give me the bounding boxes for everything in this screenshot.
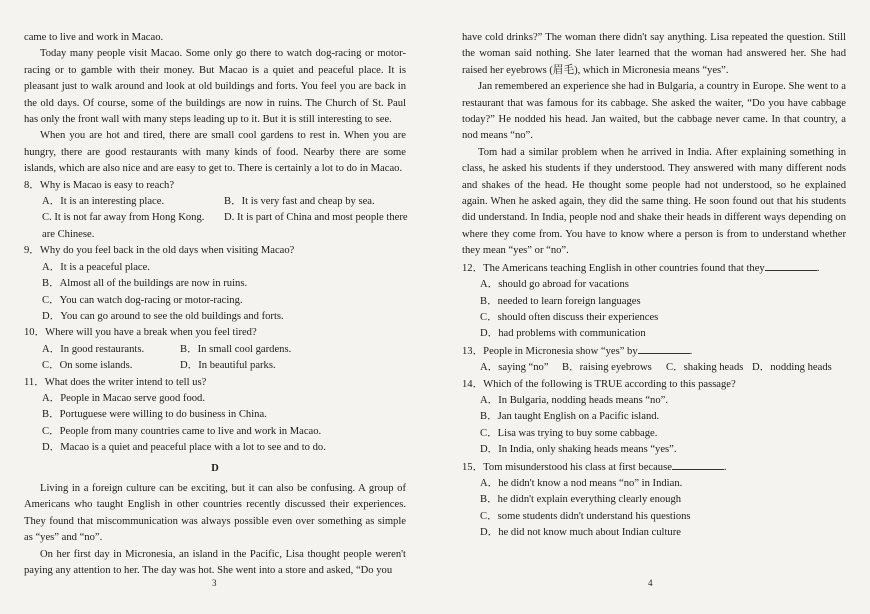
question-11-option-a[interactable]: A．People in Macao serve good food.	[42, 392, 205, 404]
question-11-option-b[interactable]: B．Portuguese were willing to do business in China.	[42, 409, 267, 421]
culture-para-1: Living in a foreign culture can be exciting, but it can also be confusing. A group of Americans who taught English in other countries recently discussed their experiences. They found that miscommunication was always possible even over something as simple as “yes” and “no”.	[24, 482, 406, 544]
left-page	[24, 30, 406, 579]
culture-para-5: Tom had a similar problem when he arrived in India. After explaining something in class, he asked his students if they understood. They answered with many different nods and shakes of the head. He thought some people had not understood, so he explained again. When he asked again, they did the same thing. He soon found out that his students did understand. In India, people nod and shake their heads in different ways depending on where they come from. You have to know where a person is from to understand whether they mean “yes” or “no”.	[462, 146, 846, 257]
question-13-option-b[interactable]: B．raising eyebrows	[562, 362, 652, 374]
question-8-option-d[interactable]: D. It is part of China and most people there	[224, 212, 408, 224]
question-11-option-c[interactable]: C．People from many countries came to live and work in Macao.	[42, 425, 322, 437]
culture-para-3: have cold drinks?” The woman there didn't say anything. Lisa repeated the question. Still the woman said nothing. She later learned that the woman had answered her. She had raised her eyebrows (眉毛), which in Micronesia means “yes”.	[462, 32, 846, 76]
question-11-stem: 11．What does the writer intend to tell us?	[24, 376, 207, 388]
question-10-option-d[interactable]: D．In beautiful parks.	[180, 360, 276, 372]
question-12: 12．The Americans teaching English in other countries found that they .	[462, 260, 846, 277]
question-13-blank[interactable]	[638, 343, 690, 354]
question-9-option-c[interactable]: C．You can watch dog-racing or motor-racing.	[42, 294, 243, 306]
question-9-stem: 9．Why do you feel back in the old days when visiting Macao?	[24, 245, 295, 257]
question-13: 13．People in Micronesia show “yes” by .	[462, 343, 846, 360]
question-14-option-a[interactable]: A．In Bulgaria, nodding heads means “no”.	[480, 394, 668, 406]
left-top-line: came to live and work in Macao.	[24, 32, 164, 43]
question-12-option-d[interactable]: D．had problems with communication	[480, 328, 646, 340]
question-15-option-c[interactable]: C．some students didn't understand his questions	[480, 510, 691, 522]
question-12-option-b[interactable]: B．needed to learn foreign languages	[480, 295, 641, 307]
question-10-stem: 10．Where will you have a break when you feel tired?	[24, 327, 257, 339]
question-13-option-d[interactable]: D．nodding heads	[752, 362, 832, 374]
page-number-right: 4	[648, 578, 653, 588]
question-15-option-a[interactable]: A．he didn't know a nod means “no” in Indian.	[480, 477, 683, 489]
question-14-option-d[interactable]: D．In India, only shaking heads means “yes”.	[480, 444, 677, 456]
question-12-stem: 12．The Americans teaching English in other countries found that they	[462, 262, 765, 274]
question-9-option-d[interactable]: D．You can go around to see the old buildings and forts.	[42, 310, 284, 322]
question-15-blank[interactable]	[672, 459, 724, 470]
question-15: 15．Tom misunderstood his class at first because .	[462, 459, 846, 476]
question-15-option-d[interactable]: D．he did not know much about Indian culture	[480, 527, 681, 539]
question-8-row-2	[24, 210, 406, 226]
question-13-option-a[interactable]: A．saying “no”	[480, 362, 549, 374]
culture-para-4: Jan remembered an experience she had in Bulgaria, a country in Europe. She went to a restaurant that was famous for its cabbage. She asked the waiter, “Do you have cabbage today?” He nodded his head. Jan waited, but the cabbage never came. In that country, a nod means “no”.	[462, 81, 846, 142]
question-14-option-b[interactable]: B．Jan taught English on a Pacific island.	[480, 411, 660, 423]
question-11-option-d[interactable]: D．Macao is a quiet and peaceful place with a lot to see and to do.	[42, 442, 326, 454]
question-9-option-a[interactable]: A．It is a peaceful place.	[42, 261, 150, 273]
macao-para-2: When you are hot and tired, there are small cool gardens to rest in. When you are hungry, there are good restaurants with many kinds of food. Nearby there are some islands, which are also nice and are easy to get to. There is certainly a lot to do in Macao.	[24, 130, 406, 175]
question-15-stem: 15．Tom misunderstood his class at first because	[462, 461, 672, 473]
page-number-left: 3	[212, 578, 217, 588]
question-12-option-c[interactable]: C．should often discuss their experiences	[480, 311, 659, 323]
right-page	[462, 30, 846, 542]
question-13-option-c[interactable]: C．shaking heads	[666, 362, 744, 374]
question-14-option-c[interactable]: C．Lisa was trying to buy some cabbage.	[480, 427, 658, 439]
question-9-option-b[interactable]: B．Almost all of the buildings are now in ruins.	[42, 278, 248, 290]
question-13-row	[462, 360, 846, 376]
question-15-option-b[interactable]: B．he didn't explain everything clearly enough	[480, 494, 682, 506]
question-8-option-c[interactable]: C. It is not far away from Hong Kong.	[42, 212, 205, 224]
macao-para-1: Today many people visit Macao. Some only go there to watch dog-racing or motor-racing or to gamble with their money. But Macao is a quiet and peaceful place. It is pleasant just to walk around and look at old buildings and forts. You feel you are back in the old days. Of course, some of the buildings are now in ruins. The Church of St. Paul has only the front wall with many steps leading up to it. But it is still interesting to see.	[24, 48, 406, 126]
culture-para-2: On her first day in Micronesia, an island in the Pacific, Lisa thought people weren't paying any attention to her. The day was hot. She went into a store and asked, “Do you	[24, 548, 406, 576]
question-10-row-1	[24, 342, 406, 358]
question-8-row-1	[24, 194, 406, 210]
question-13-stem: 13．People in Micronesia show “yes” by	[462, 345, 638, 357]
question-14-stem: 14．Which of the following is TRUE according to this passage?	[462, 378, 736, 390]
question-10-option-b[interactable]: B．In small cool gardens.	[180, 343, 292, 355]
question-8-option-b[interactable]: B．It is very fast and cheap by sea.	[224, 196, 375, 208]
question-8-option-d-continued: are Chinese.	[42, 228, 95, 240]
question-8-option-a[interactable]: A．It is an interesting place.	[42, 196, 165, 208]
question-8-stem: 8．Why is Macao is easy to reach?	[24, 179, 175, 191]
question-10-option-c[interactable]: C．On some islands.	[42, 360, 133, 372]
question-10-row-2	[24, 358, 406, 374]
question-12-blank[interactable]	[765, 260, 817, 271]
question-12-option-a[interactable]: A．should go abroad for vacations	[480, 279, 629, 291]
section-heading-d: D	[211, 462, 219, 474]
question-10-option-a[interactable]: A．In good restaurants.	[42, 343, 145, 355]
